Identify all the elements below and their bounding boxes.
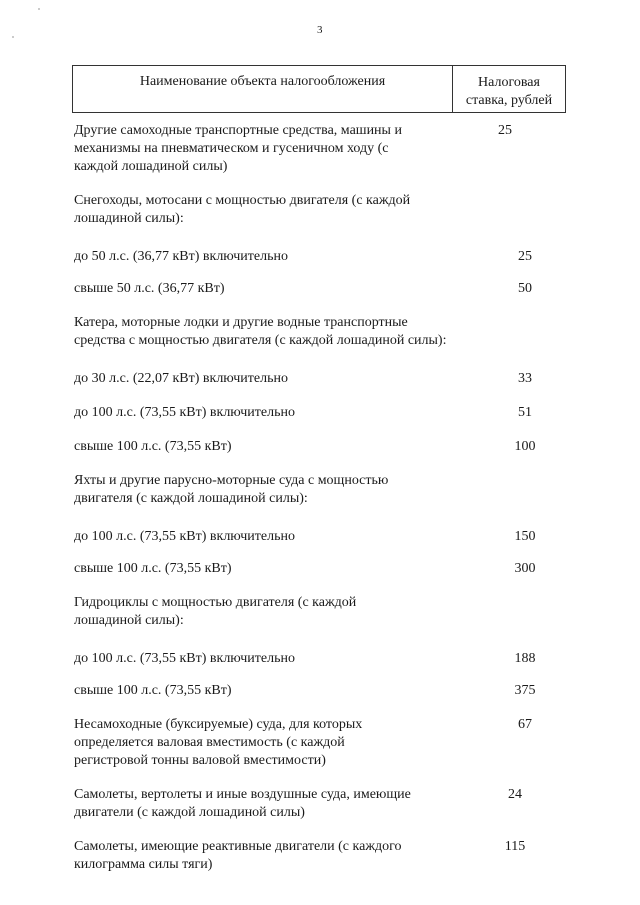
table-row <box>74 370 566 388</box>
scan-speck <box>38 8 40 10</box>
table-row <box>74 560 566 578</box>
page-number: 3 <box>317 24 323 36</box>
row-value: 188 <box>514 651 536 666</box>
header-tax-rate-line2: ставка, рублей <box>465 93 553 108</box>
row-label: Катера, моторные лодки и другие водные транспортные средства с мощностью двигателя (с каждой лошадиной силы): <box>74 315 447 348</box>
row-value: 375 <box>514 683 536 698</box>
row-label: до 100 л.с. (73,55 кВт) включительно <box>74 405 295 420</box>
table-row <box>74 650 566 668</box>
table-row <box>74 594 566 630</box>
row-value: 50 <box>518 281 532 296</box>
row-value: 115 <box>504 839 526 854</box>
table-row <box>74 192 566 228</box>
row-label: Снегоходы, мотосани с мощностью двигателя (с каждой лошадиной силы): <box>74 193 411 226</box>
table-row <box>74 716 566 770</box>
table-row <box>74 122 566 176</box>
row-value: 25 <box>518 249 532 264</box>
row-value: 51 <box>518 405 532 420</box>
table-row <box>74 280 566 298</box>
row-label: свыше 50 л.с. (36,77 кВт) <box>74 281 225 296</box>
table-row <box>74 682 566 700</box>
row-value: 100 <box>514 439 536 454</box>
row-value: 25 <box>498 123 512 138</box>
header-tax-rate <box>453 66 565 112</box>
table-row <box>74 438 566 456</box>
row-label: Гидроциклы с мощностью двигателя (с каждой лошадиной силы): <box>74 595 357 628</box>
table-header <box>72 65 566 113</box>
scan-speck <box>12 36 14 38</box>
row-value: 24 <box>508 787 522 802</box>
row-label: до 30 л.с. (22,07 кВт) включительно <box>74 371 288 386</box>
table-row <box>74 404 566 422</box>
table-row <box>74 248 566 266</box>
header-tax-rate-line1: Налоговая <box>478 75 540 90</box>
row-label: свыше 100 л.с. (73,55 кВт) <box>74 683 232 698</box>
row-label: до 100 л.с. (73,55 кВт) включительно <box>74 651 295 666</box>
row-label: Несамоходные (буксируемые) суда, для которых определяется валовая вместимость (с каждой регистровой тонны валовой вместимости) <box>74 717 363 768</box>
row-label: Яхты и другие парусно-моторные суда с мощностью двигателя (с каждой лошадиной силы): <box>74 473 389 506</box>
row-value: 150 <box>514 529 536 544</box>
table-row <box>74 528 566 546</box>
table-row <box>74 314 566 350</box>
header-object-name: Наименование объекта налогообложения <box>73 66 453 112</box>
row-label: свыше 100 л.с. (73,55 кВт) <box>74 561 232 576</box>
table-row <box>74 838 566 874</box>
row-label: Самолеты, имеющие реактивные двигатели (с каждого килограмма силы тяги) <box>74 839 402 872</box>
row-value: 67 <box>518 717 532 732</box>
table-row <box>74 786 566 822</box>
table-row <box>74 472 566 508</box>
row-label: свыше 100 л.с. (73,55 кВт) <box>74 439 232 454</box>
row-value: 33 <box>518 371 532 386</box>
row-label: до 50 л.с. (36,77 кВт) включительно <box>74 249 288 264</box>
row-label: Другие самоходные транспортные средства, машины и механизмы на пневматическом и гусеничном ходу (с каждой лошадиной силы) <box>74 123 402 174</box>
row-label: до 100 л.с. (73,55 кВт) включительно <box>74 529 295 544</box>
row-value: 300 <box>514 561 536 576</box>
tax-rate-list <box>74 122 566 874</box>
row-label: Самолеты, вертолеты и иные воздушные суда, имеющие двигатели (с каждой лошадиной силы) <box>74 787 411 820</box>
